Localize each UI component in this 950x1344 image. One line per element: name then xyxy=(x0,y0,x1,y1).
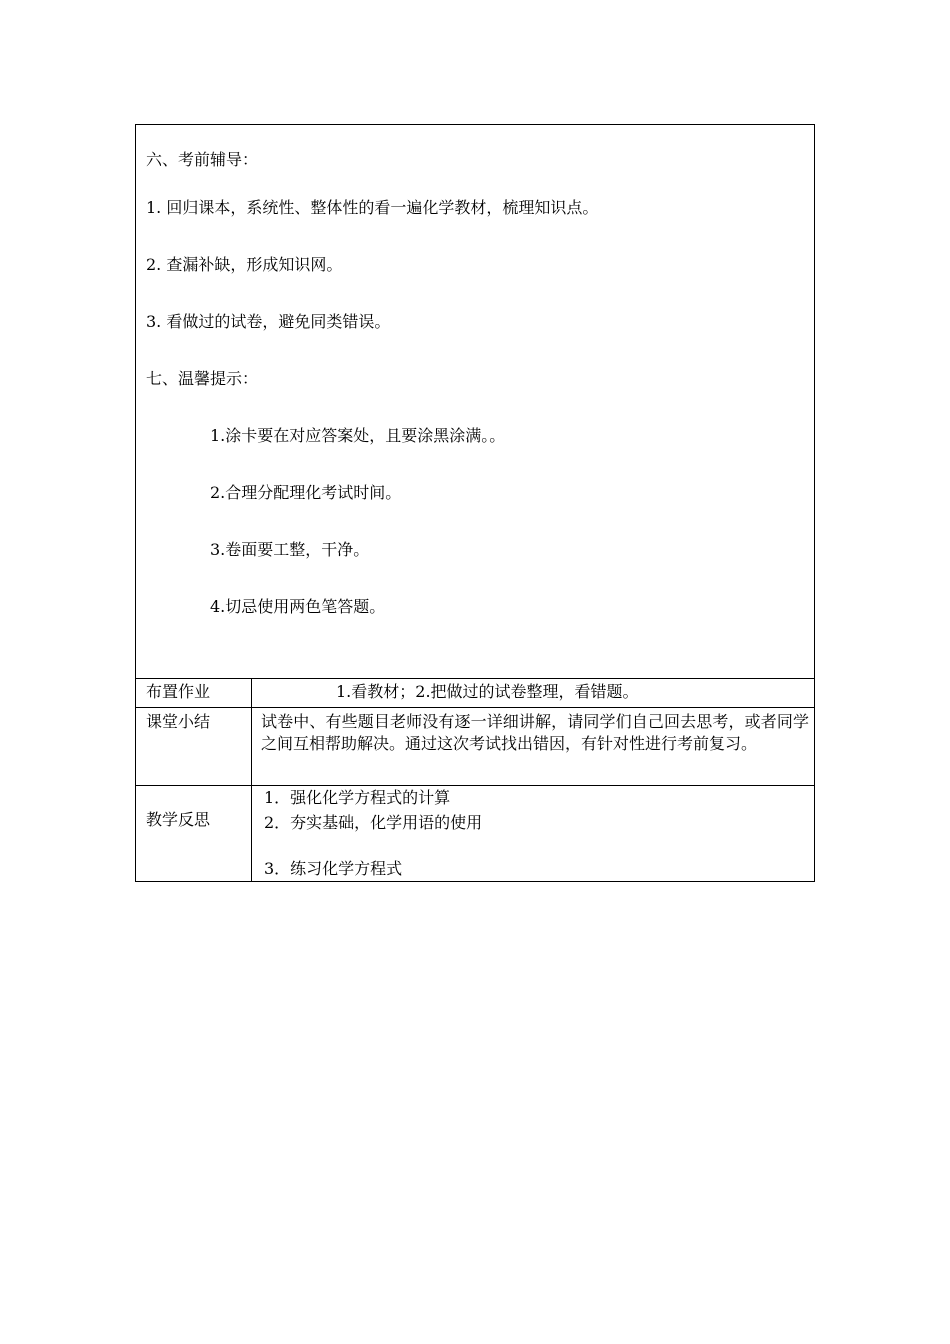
section-seven-item-1: 1.涂卡要在对应答案处，且要涂黑涂满。。 xyxy=(210,426,506,445)
row-divider xyxy=(136,707,814,708)
reflection-item-1: 1．强化化学方程式的计算 xyxy=(264,788,451,807)
lesson-table xyxy=(135,124,815,882)
summary-label: 课堂小结 xyxy=(146,712,211,731)
summary-content: 试卷中、有些题目老师没有逐一详细讲解，请同学们自己回去思考，或者同学之间互相帮助解决。通过这次考试找出错因，有针对性进行考前复习。 xyxy=(261,712,809,753)
section-six-item-2: 2. 查漏补缺，形成知识网。 xyxy=(146,255,343,274)
homework-content: 1.看教材；2.把做过的试卷整理，看错题。 xyxy=(336,682,639,701)
homework-label: 布置作业 xyxy=(146,682,211,701)
row-divider xyxy=(136,678,814,679)
reflection-item-2: 2．夯实基础，化学用语的使用 xyxy=(264,813,483,832)
row-divider xyxy=(136,785,814,786)
section-six-item-1: 1. 回归课本，系统性、整体性的看一遍化学教材，梳理知识点。 xyxy=(146,198,599,217)
section-six-heading: 六、考前辅导： xyxy=(146,150,259,169)
section-seven-heading: 七、温馨提示： xyxy=(146,369,259,388)
reflection-label: 教学反思 xyxy=(146,810,211,829)
section-seven-item-4: 4.切忌使用两色笔答题。 xyxy=(210,597,386,616)
column-divider xyxy=(251,678,252,882)
section-seven-item-2: 2.合理分配理化考试时间。 xyxy=(210,483,402,502)
section-six-item-3: 3. 看做过的试卷，避免同类错误。 xyxy=(146,312,391,331)
reflection-item-3: 3．练习化学方程式 xyxy=(264,859,403,878)
section-seven-item-3: 3.卷面要工整，干净。 xyxy=(210,540,370,559)
